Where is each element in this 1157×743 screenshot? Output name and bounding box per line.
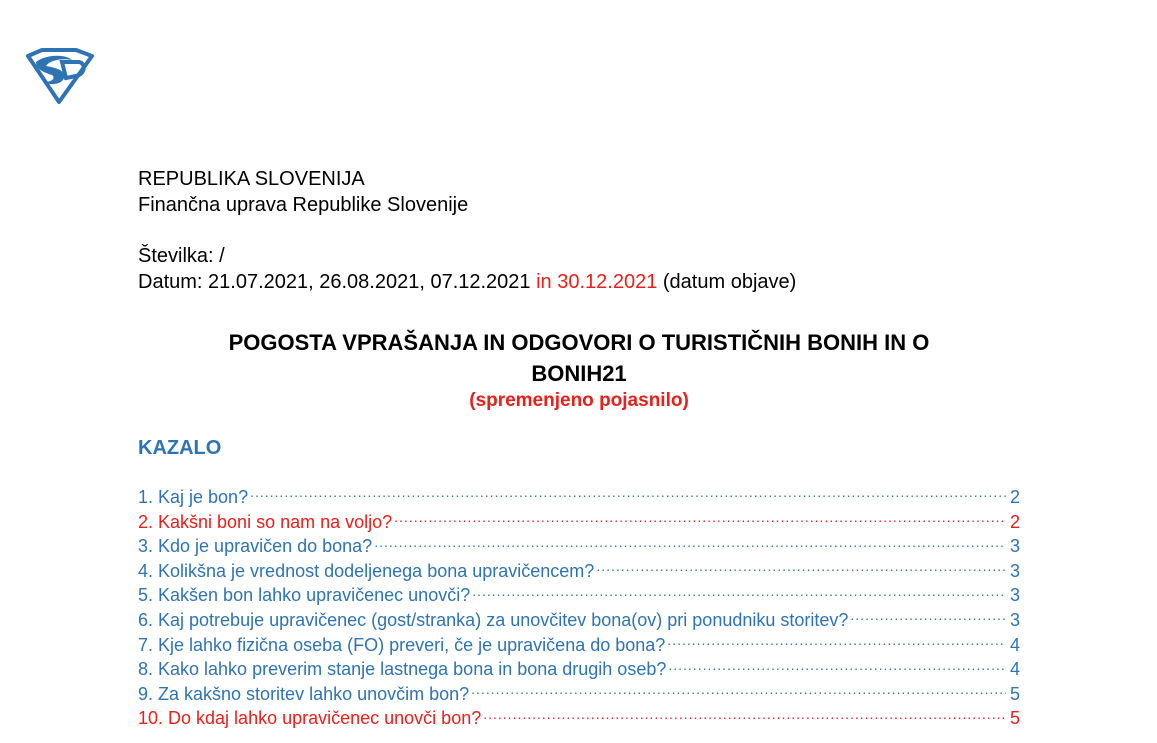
toc-item-1[interactable] — [138, 485, 1020, 510]
toc-heading: KAZALO — [138, 437, 222, 459]
date-suffix-text: (datum objave) — [657, 271, 797, 293]
toc-item-text: 8. Kako lahko preverim stanje lastnega bona in bona drugih oseb? — [138, 659, 667, 680]
toc-item-8[interactable] — [138, 657, 1020, 682]
toc-leader-dots — [483, 706, 1006, 724]
table-of-contents — [138, 485, 1020, 731]
document-subtitle: (spremenjeno pojasnilo) — [469, 390, 689, 411]
toc-item-page: 5 — [1009, 708, 1020, 729]
toc-leader-dots — [850, 608, 1006, 626]
date-text: Datum: 21.07.2021, 26.08.2021, 07.12.2021 — [138, 271, 537, 293]
toc-leader-dots — [667, 633, 1006, 651]
toc-item-page: 2 — [1009, 487, 1020, 507]
toc-leader-dots — [394, 510, 1006, 528]
toc-item-6[interactable] — [138, 608, 1020, 633]
toc-item-page: 4 — [1009, 659, 1020, 680]
toc-item-2[interactable] — [138, 510, 1020, 535]
document-title — [138, 327, 1020, 389]
logo-icon — [22, 48, 96, 104]
toc-item-page: 3 — [1009, 585, 1020, 606]
toc-item-text: 1. Kaj je bon? — [138, 487, 249, 507]
date-red-text: in 30.12.2021 — [536, 271, 658, 293]
toc-item-text: 10. Do kdaj lahko upravičenec unovči bon? — [138, 708, 482, 729]
toc-leader-dots — [250, 485, 1006, 503]
toc-leader-dots — [668, 657, 1006, 675]
toc-leader-dots — [374, 534, 1006, 552]
toc-item-page: 3 — [1009, 536, 1020, 557]
toc-item-page: 3 — [1009, 609, 1020, 630]
toc-item-4[interactable] — [138, 559, 1020, 584]
toc-leader-dots — [472, 583, 1006, 601]
title-line-2: BONIH21 — [531, 361, 627, 386]
document-number: Številka: / — [138, 245, 225, 267]
toc-item-text: 5. Kakšen bon lahko upravičenec unovči? — [138, 585, 471, 606]
toc-leader-dots — [596, 559, 1006, 577]
toc-item-10[interactable] — [138, 706, 1020, 731]
toc-item-text: 3. Kdo je upravičen do bona? — [138, 536, 373, 557]
header-line-2: Finančna uprava Republike Slovenije — [138, 194, 469, 216]
toc-item-page: 5 — [1009, 683, 1020, 704]
toc-item-text: 7. Kje lahko fizična oseba (FO) preveri, če je upravičena do bona? — [138, 634, 666, 655]
document-date — [138, 269, 1020, 295]
toc-leader-dots — [471, 682, 1006, 700]
header-line-1: REPUBLIKA SLOVENIJA — [138, 168, 365, 190]
toc-item-page: 2 — [1009, 511, 1020, 532]
toc-item-text: 2. Kakšni boni so nam na voljo? — [138, 511, 393, 532]
title-line-1: POGOSTA VPRAŠANJA IN ODGOVORI O TURISTIČNIH BONIH IN O — [228, 330, 930, 355]
toc-item-text: 6. Kaj potrebuje upravičenec (gost/stranka) za unovčitev bona(ov) pri ponudniku storitev? — [138, 609, 849, 630]
toc-item-7[interactable] — [138, 633, 1020, 658]
toc-item-3[interactable] — [138, 534, 1020, 559]
toc-item-page: 3 — [1009, 560, 1020, 581]
toc-item-page: 4 — [1009, 634, 1020, 655]
toc-item-text: 4. Kolikšna je vrednost dodeljenega bona upravičencem? — [138, 560, 595, 581]
document-page — [138, 166, 1020, 731]
toc-item-5[interactable] — [138, 583, 1020, 608]
toc-item-text: 9. Za kakšno storitev lahko unovčim bon? — [138, 683, 470, 704]
toc-item-9[interactable] — [138, 682, 1020, 707]
